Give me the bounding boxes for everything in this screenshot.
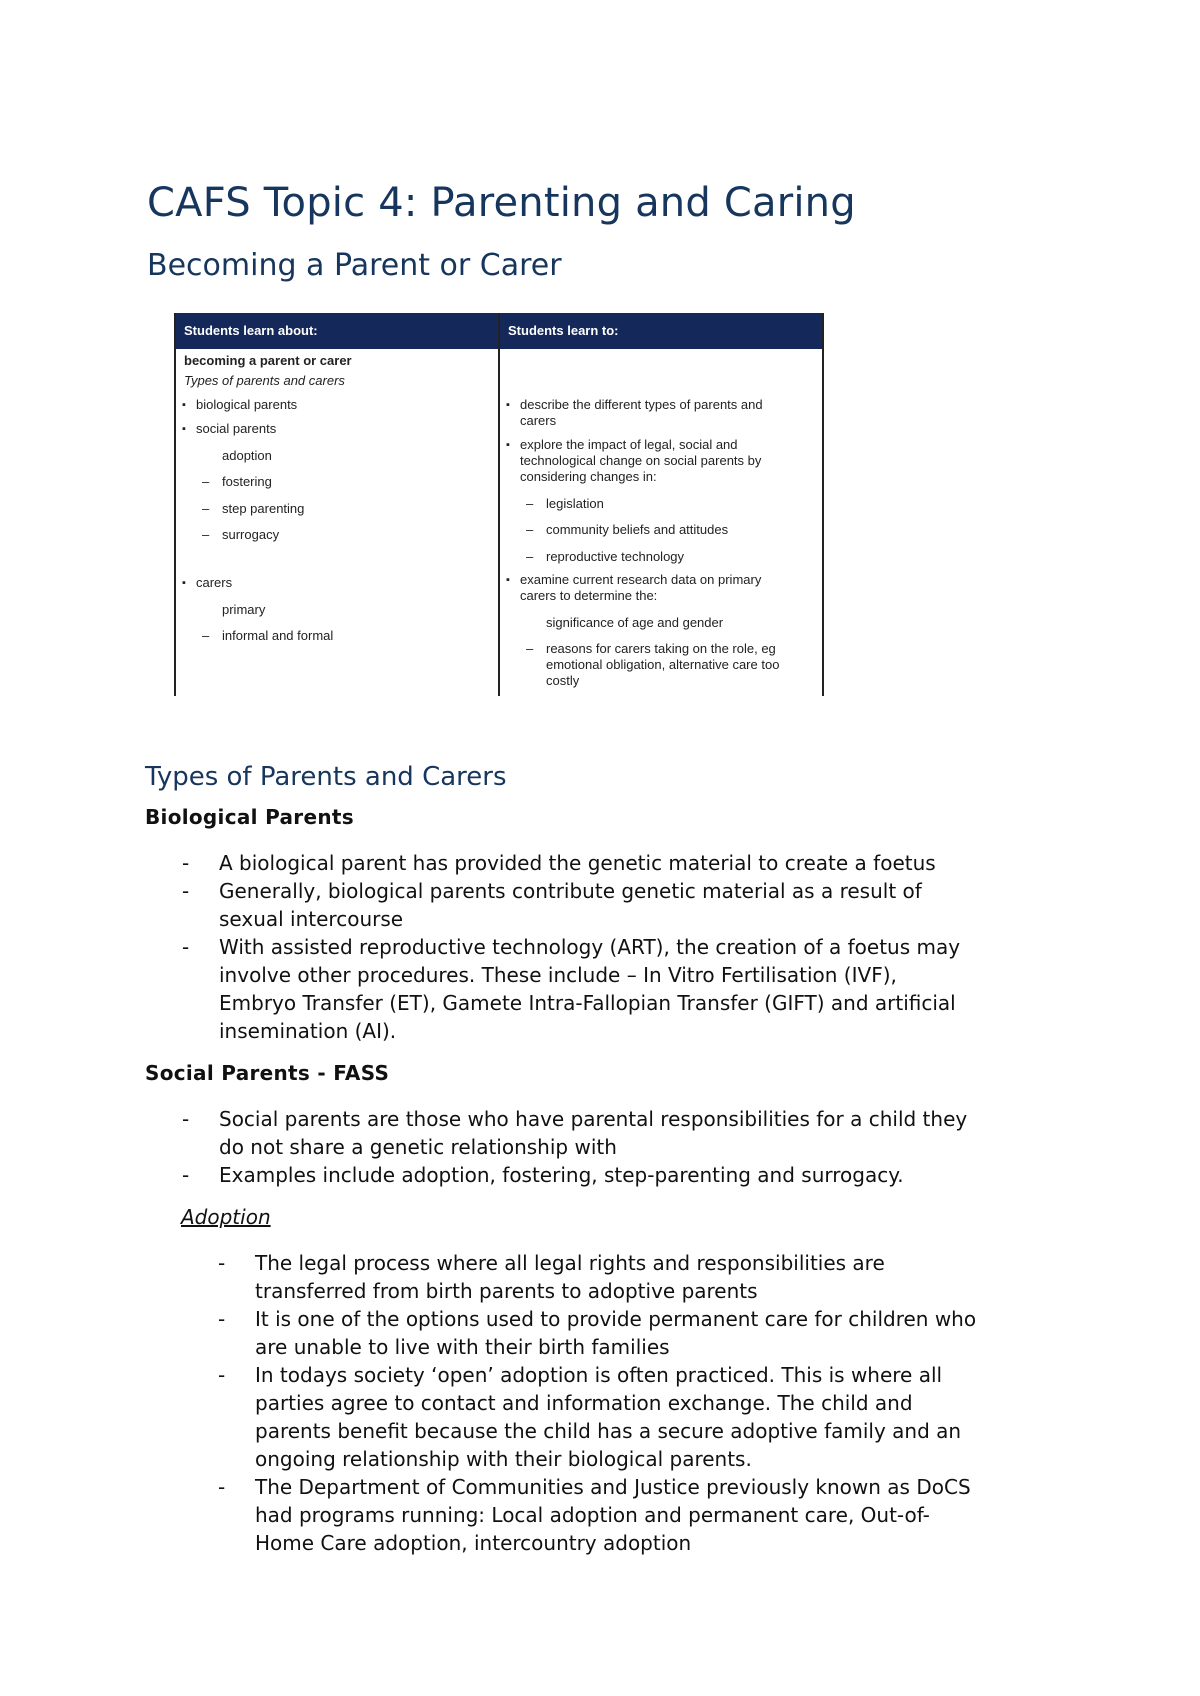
syllabus-subitem: – community beliefs and attitudes — [546, 522, 728, 538]
syllabus-subitem: – fostering — [222, 474, 272, 490]
table-border-middle — [498, 313, 500, 696]
adoption-heading: Adoption — [181, 1205, 271, 1229]
social-parents-heading: Social Parents - FASS — [145, 1061, 390, 1085]
syllabus-item: ▪ social parents — [196, 421, 276, 437]
syllabus-subitem: significance of age and gender — [546, 615, 724, 630]
header-learn-to: Students learn to: — [508, 323, 619, 338]
syllabus-subitem-cont: emotional obligation, alternative care too — [546, 657, 780, 672]
syllabus-item-cont: carers to determine the: — [520, 588, 658, 603]
list-item: - It is one of the options used to provide permanent care for children who are unable to live with their birth families — [218, 1305, 976, 1361]
list-item: - The Department of Communities and Justice previously known as DoCS had programs running: Local adoption and permanent care, Out-of- Home Care adoption, intercountry adoption — [218, 1473, 976, 1557]
list-item: - With assisted reproductive technology (ART), the creation of a foetus may involve other procedures. These include – In Vitro Fertilisation (IVF), Embryo Transfer (ET), Gamete Intra-Fallopian Transfer (GIFT) and artificial insemination (AI). — [182, 933, 960, 1045]
syllabus-subitem: primary — [222, 602, 266, 617]
section-heading: Types of Parents and Carers — [145, 762, 507, 792]
syllabus-item-cont: technological change on social parents by — [520, 453, 762, 468]
syllabus-subitem: – surrogacy — [222, 527, 279, 543]
biological-parents-heading: Biological Parents — [145, 805, 354, 829]
list-item: - The legal process where all legal rights and responsibilities are transferred from birth parents to adoptive parents — [218, 1249, 976, 1305]
syllabus-subheading: Types of parents and carers — [184, 373, 345, 388]
syllabus-item: ▪ carers — [196, 575, 232, 591]
list-item: - Social parents are those who have parental responsibilities for a child they do not share a genetic relationship with — [182, 1105, 967, 1161]
table-border-left — [174, 313, 176, 696]
syllabus-heading: becoming a parent or carer — [184, 353, 352, 368]
syllabus-item-cont: considering changes in: — [520, 469, 657, 484]
list-item: - A biological parent has provided the genetic material to create a foetus — [182, 849, 960, 877]
syllabus-item-cont: carers — [520, 413, 557, 428]
header-learn-about: Students learn about: — [184, 323, 318, 338]
syllabus-subitem: – legislation — [546, 496, 604, 512]
document-title: CAFS Topic 4: Parenting and Caring — [147, 180, 856, 226]
adoption-list — [218, 1249, 976, 1557]
document-subtitle: Becoming a Parent or Carer — [147, 248, 562, 283]
table-border-right — [822, 313, 824, 696]
syllabus-subitem-cont: costly — [546, 673, 580, 688]
syllabus-subitem: – informal and formal — [222, 628, 333, 644]
list-item: - In todays society ‘open’ adoption is often practiced. This is where all parties agree to contact and information exchange. The child and parents benefit because the child has a secure adoptive family and an ongoing relationship with their biological parents. — [218, 1361, 976, 1473]
syllabus-item: ▪ describe the different types of parents and — [520, 397, 763, 413]
syllabus-subitem: – reasons for carers taking on the role, eg — [546, 641, 776, 657]
syllabus-subitem: adoption — [222, 448, 272, 463]
syllabus-subitem: – reproductive technology — [546, 549, 684, 565]
syllabus-item: ▪ examine current research data on primary — [520, 572, 761, 588]
syllabus-item: ▪ biological parents — [196, 397, 297, 413]
list-item: - Examples include adoption, fostering, step-parenting and surrogacy. — [182, 1161, 967, 1189]
social-parents-list — [182, 1105, 967, 1189]
list-item: - Generally, biological parents contribute genetic material as a result of sexual intercourse — [182, 877, 960, 933]
syllabus-table — [174, 313, 824, 696]
syllabus-subitem: – step parenting — [222, 501, 304, 517]
syllabus-item: ▪ explore the impact of legal, social and — [520, 437, 738, 453]
biological-parents-list — [182, 849, 960, 1045]
